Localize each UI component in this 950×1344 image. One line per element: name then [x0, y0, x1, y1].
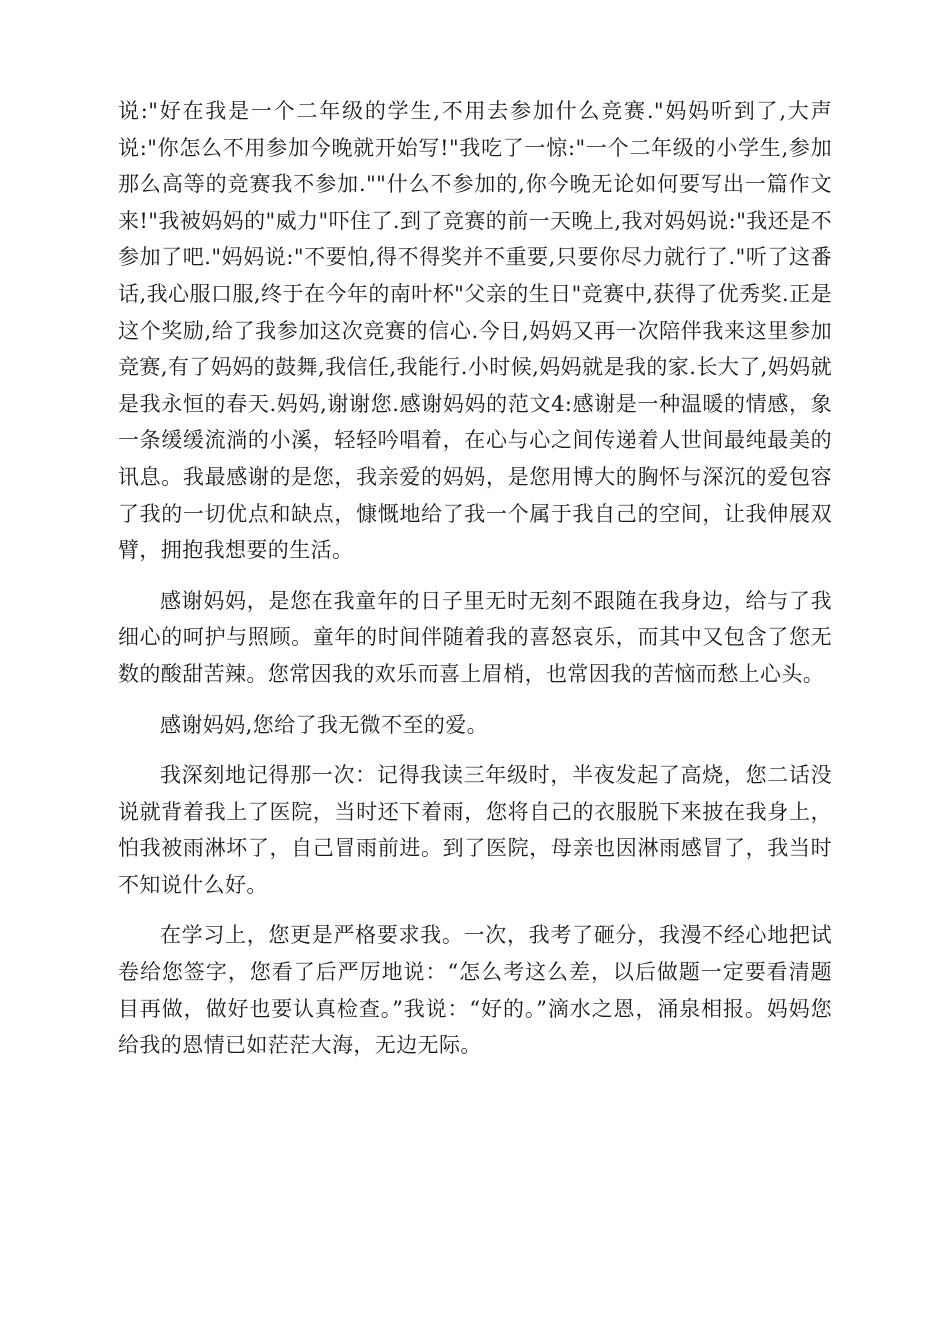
paragraph-5: 在学习上，您更是严格要求我。一次，我考了砸分，我漫不经心地把试卷给您签字，您看了后严厉地说：“怎么考这么差，以后做题一定要看清题目再做，做好也要认真检查。”我说：“好的。”滴水之恩，涌泉相报。妈妈您给我的恩情已如茫茫大海，无边无际。 — [118, 923, 832, 1058]
document-page — [118, 93, 832, 1064]
paragraph-4: 我深刻地记得那一次：记得我读三年级时，半夜发起了高烧，您二话没说就背着我上了医院，当时还下着雨，您将自己的衣服脱下来披在我身上，怕我被雨淋坏了，自己冒雨前进。到了医院，母亲也因淋雨感冒了，我当时不知说什么好。 — [118, 763, 832, 897]
paragraph-2: 感谢妈妈，是您在我童年的日子里无时无刻不跟随在我身边，给与了我细心的呵护与照顾。童年的时间伴随着我的喜怒哀乐，而其中又包含了您无数的酸甜苦辣。您常因我的欢乐而喜上眉梢，也常因我的苦恼而愁上心头。 — [118, 588, 832, 686]
paragraph-1: 说:"好在我是一个二年级的学生,不用去参加什么竞赛."妈妈听到了,大声说:"你怎么不用参加今晚就开始写!"我吃了一惊:"一个二年级的小学生,参加那么高等的竞赛我不参加.""什么不参加的,你今晚无论如何要写出一篇作文来!"我被妈妈的"威力"吓住了.到了竞赛的前一天晚上,我对妈妈说:"我还是不参加了吧."妈妈说:"不要怕,得不得奖并不重要,只要你尽力就行了."听了这番话,我心服口服,终于在今年的南叶杯"父亲的生日"竞赛中,获得了优秀奖.正是这个奖励,给了我参加这次竞赛的信心.今日,妈妈又再一次陪伴我来这里参加竞赛,有了妈妈的鼓舞,我信任,我能行.小时候,妈妈就是我的家.长大了,妈妈就是我永恒的春天.妈妈,谢谢您.感谢妈妈的范文4:感谢是一种温暖的情感，象一条缓缓流淌的小溪，轻轻吟唱着，在心与心之间传递着人世间最纯最美的讯息。我最感谢的是您，我亲爱的妈妈，是您用博大的胸怀与深沉的爱包容了我的一切优点和缺点，慷慨地给了我一个属于我自己的空间，让我伸展双臂，拥抱我想要的生活。 — [118, 99, 832, 563]
paragraph-3: 感谢妈妈,您给了我无微不至的爱。 — [160, 712, 489, 737]
